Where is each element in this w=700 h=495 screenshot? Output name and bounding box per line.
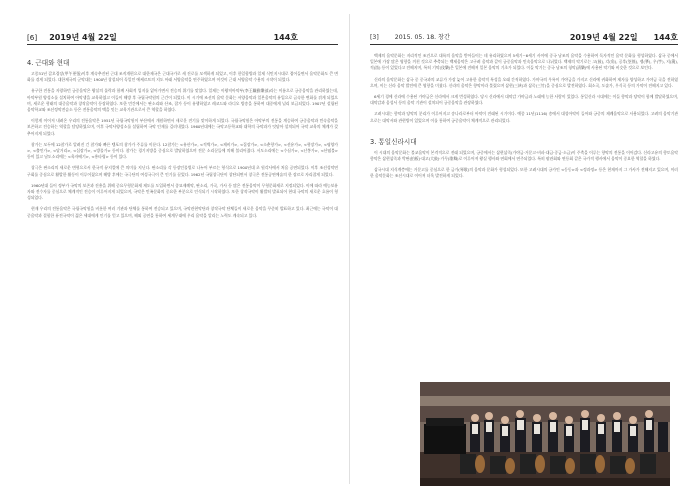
body-paragraph: 고려시대는 향악과 당악의 분리가 이루어지고 송나라로부터 아악이 전래된 시기이다. 예종 11년(1116) 송에서 대성아악이 들어와 궁중의 제례음악으로 사용되었다. 고려의 음악기관으로는 대악서와 관현방이 있었으며 이를 통하여 궁중음악이 체계적으로 관리되었다. xyxy=(370,111,678,123)
header-right-group xyxy=(570,33,678,42)
body-paragraph: 삼국시대 지식계층에는 거문고를 중심으로 한 금가(琴歌)의 음악과 문화가 형성되었다. 또한 고려시대의 궁가인 <동동>과 <정과정> 등은 현재까지 그 가사가 전해지고 있으며, 이러한 음악문화는 조선시대로 이어져 더욱 발전하게 되었다. xyxy=(370,167,678,179)
body-paragraph: 현재 우리의 전통음악은 국립국악원을 비롯한 여러 기관과 단체를 통하여 전승되고 있으며, 국악관현악단과 창작국악 단체들이 새로운 음악을 꾸준히 발표하고 있다. 최근에는 국악이 대중음악과 결합한 퓨전국악이 젊은 세대에게 인기를 얻고 있으며, 해외 공연을 통하여 세계무대에 우리 음악을 알리는 노력도 계속되고 있다. xyxy=(27,206,338,218)
issue-number: 144호 xyxy=(273,33,298,42)
body-paragraph: 1960년대 들어 정부가 국악의 보존과 진흥을 위해 중요무형문화재 제도를 도입하면서 종묘제례악, 판소리, 가곡, 가사 등 많은 전통음악이 무형문화재로 지정되었다. 이에 따라 예능보유자와 전수자를 중심으로 체계적인 전승이 이루어지게 되었으며, 국악은 민족문화의 중요한 부분으로 인식되기 시작하였다. 또한 창작국악이 활발히 발표되어 현대 국악의 새로운 흐름이 형성되었다. xyxy=(27,182,338,201)
header-left-group xyxy=(370,33,450,42)
concert-photo xyxy=(420,382,670,486)
section-heading: 3. 통일신라시대 xyxy=(370,137,417,146)
body-paragraph: 창극은 판소리의 새로운 변형으로서 한국적 뮤지컬에 큰 의미를 지닌다. 판소리를 각 등장인물별로 나누어 부르는 형식으로 1900년대 초 원각사에서 처음 공연되었다. 이후 조선성악연구회를 중심으로 활발한 활동이 이루어졌으며 해방 후에는 국극단의 여성국극이 큰 인기를 끌었다. 1962년 국립창극단이 창단되면서 창극은 전통공연예술의 한 장르로 자리잡게 되었다. xyxy=(27,165,338,177)
body-paragraph: 신라의 음악문화는 삼국 중 중국과의 교류가 가장 늦어 고유한 음악적 특성을 오래 간직하였다. 가야국의 우륵이 가야금을 가지고 신라에 귀화하여 제자를 양성하고 가야금 곡을 전하였으며, 이는 신라 음악 발전에 큰 영향을 미쳤다. 신라의 음악은 향악이라 불렸으며 삼현(三絃)과 삼죽(三竹)을 중심으로 발전하였다. 회소곡, 도솔가, 우식곡 등의 가악이 전해지고 있다. xyxy=(370,76,678,88)
body-paragraph: 백제의 음악문화는 지리적인 조건으로 대륙의 음악을 받아들이는 데 유리하였으며 5세기~6세기 사이에 중국 남조의 음악을 수용하여 독자적인 음악 문화를 형성하였다. 삼국 중에서 일본에 가장 많은 영향을 끼친 것으로 추측되는 백제음악은 고구려 음악과 같이 궁중음악과 민속음악으로 나뉘었다. 백제의 악기로는 고(鼓), 각(角), 공후(箜篌), 쟁(箏), 우(竽), 지(篪), 적(笛) 등이 있었다고 전해지며, 특히 기악(伎樂)은 일본에 전해져 일본 음악의 기초가 되었다. 이들 악기는 중국 남조의 청악(淸樂)에 사용된 악기와 비슷한 것으로 보인다. xyxy=(370,53,678,71)
founding-date: 2015. 05. 18. 창간 xyxy=(394,34,451,41)
body-paragraph: 이렇게 이어져 내려온 우리의 전통음악은 1951년 국립국악원이 부산에서 개원하면서 새로운 전기를 맞이하게 되었다. 국립국악원은 아악부의 전통을 계승하여 궁중음악과 민속음악을 보존하고 전승하는 역할을 담당하였으며, 이후 국악사양성소를 설립하여 국악 인재를 길러내었다. 1960년대에는 국악고등학교와 대학의 국악과가 잇달아 설치되어 국악 교육의 체계가 갖추어지게 되었다. xyxy=(27,118,338,136)
issue-date: 2019년 4월 22일 xyxy=(569,33,638,42)
body-paragraph: 이 시대의 음악문화는 불교음악이 본격적으로 전래 되었으며, 궁중에서는 삼현삼죽(가야금·거문고·비파·대금·중금·소금)이 주축을 이루는 향악의 전통을 이어갔다. 신라고유의 향토음악 향악은 삼현삼죽과 박판(拍板)·대고(大鼓)·가무(歌舞)로 이루어져 왕실 행사와 연회에서 연주되었다. 특히 팔관회와 연등회 같은 국가적 행사에서 음악이 중요한 역할을 하였다. xyxy=(370,149,678,162)
concert-photo-image xyxy=(420,382,670,486)
right-page-header xyxy=(370,28,678,45)
body-paragraph: 6세기 경에 신라에 수용된 가야금은 신라에서 크게 번성하였다. 당시 신라에서 대악감 가야금과 노래에 능한 사람이 있었다. 통일신라 시대에는 이들 향악과 당악이 함께 발달하였으며, 대악감과 음성서 등의 음악 기관이 설치되어 궁중음악을 관장하였다. xyxy=(370,94,678,106)
left-page-header xyxy=(27,28,338,45)
issue-number: 144호 xyxy=(653,33,678,42)
body-paragraph: 고종31년 갑오경장(甲午更張)이후 계속추진된 근대 조직개편으로 대한제국은 근대국가로 새 진로를 모색하게 되었고, 이후 한일합방과 일제 식민지시대로 접어들면서 음악문화도 큰 변화를 겪게 되었다. 대한제국의 군악대는 1900년 창설되어 독일인 에케르트의 지도 아래 서양음악을 연주하였으며 이것이 근대 서양음악 수용의 시작이 되었다. xyxy=(27,71,338,83)
section-heading: 4. 근대와 현대 xyxy=(27,59,70,67)
body-paragraph: 유구한 전통을 자랑하던 궁중음악은 왕실의 몰락과 함께 사회적 입지를 잃어가면서 전승의 위기를 맞았다. 일제는 이왕직아악부(李王職雅樂部)라는 이름으로 궁중음악을 관리하였는데, 아악부원 양성소를 설치하여 아악생을 교육하였고 이들이 해방 후 국립국악원의 근간이 되었다. 이 시기에 조선의 음악 문화는 서양음악과 일본음악의 유입으로 급속한 변화를 겪게 되었으며, 새로운 형태의 대중음악과 창작음악이 등장하였다. 또한 민간에서는 판소리와 산조, 잡가 등이 유행하였고 레코드와 라디오 방송을 통하여 대중에게 널리 보급되었다. 1907년 설립된 음악학교와 조선정악전습소 등은 전통음악의 맥을 잇는 교육기관으로서 큰 역할을 하였다. xyxy=(27,88,338,113)
issue-date: 2019년 4월 22일 xyxy=(49,33,117,42)
page-number: [3] xyxy=(370,34,379,41)
body-paragraph: 참가는 모두에 12참가로 알려진 긴 참가와 빠른 템포의 참가가 주류를 이룬다. 12참가는 <유산가>, <적벽가>, <제비가>, <집장가>, <소춘향가>, <선유가>, <형장가>, <평양가>, <출인가>, <달거리>, <십장가>, <방물가> 등이다. 참가는 경기지방을 중심으로 발달하였으며 전문 소리꾼들에 의해 불리어졌다. 서도소리에는 <수심가>, <난봉가>, <산염불> 등이 있고 남도소리에는 <육자배기>, <흥타령> 등이 있다. xyxy=(27,141,338,160)
page-number: [6] xyxy=(27,33,38,42)
header-left-group xyxy=(27,33,117,42)
